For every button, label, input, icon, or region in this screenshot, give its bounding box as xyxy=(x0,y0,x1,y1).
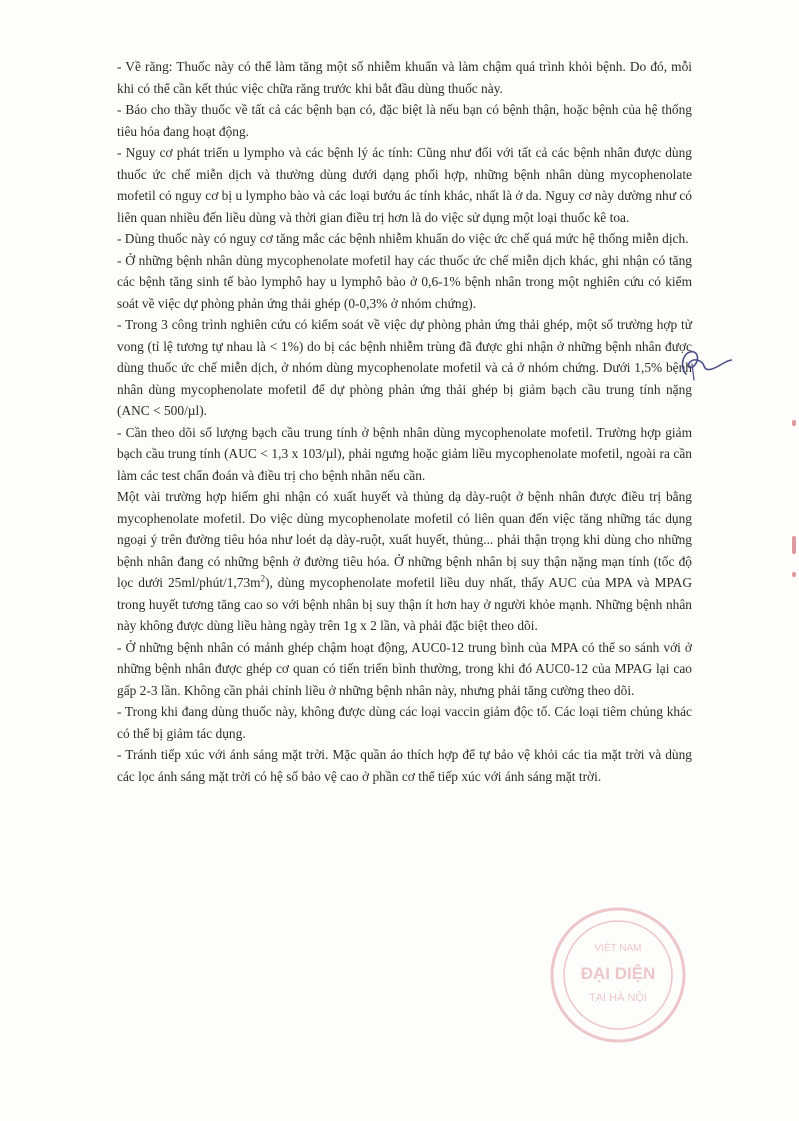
paragraph-lymphoproliferative: - Ở những bệnh nhân dùng mycophenolate mofetil hay các thuốc ức chế miễn dịch khác, ghi nhận có tăng các bệnh tăng sinh tế bào lymphô hay u lymphô bào ở 0,6-1% bệnh nhân trong một nghiên cứu có kiểm soát về việc dự phòng phản ứng thải ghép (0-0,3% ở nhóm chứng). xyxy=(117,252,692,311)
paragraph-inform-doctor: - Báo cho thầy thuốc về tất cả các bệnh bạn có, đặc biệt là nếu bạn có bệnh thận, hoặc bệnh của hệ thống tiêu hóa đang hoạt động. xyxy=(117,102,692,139)
edge-mark-1 xyxy=(792,420,796,426)
paragraph-clinical-trials: - Trong 3 công trình nghiên cứu có kiểm soát về việc dự phòng phản ứng thải ghép, một số trường hợp tử vong (tỉ lệ tương tự nhau là < 1%) do bị các bệnh nhiễm trùng đã được ghi nhận ở những bệnh nhân được dùng thuốc ức chế miễn dịch, ở nhóm dùng mycophenolate mofetil và cả ở nhóm chứng. Dưới 1,5% bệnh nhân dùng mycophenolate mofetil để dự phòng phản ứng thải ghép bị giảm bạch cầu trung tính nặng (ANC < 500/µl). xyxy=(117,317,692,418)
paragraph-vaccines: - Trong khi đang dùng thuốc này, không được dùng các loại vaccin giảm độc tố. Các loại tiêm chủng khác có thể bị giảm tác dụng. xyxy=(117,704,692,741)
stamp-line-1: VIỆT NAM xyxy=(594,943,642,954)
paragraph-gi-renal-part-1: Một vài trường hợp hiếm ghi nhận có xuất huyết và thủng dạ dày-ruột ở bệnh nhân được điều trị bằng mycophenolate mofetil. Do việc dùng mycophenolate mofetil có liên quan đến việc tăng những tác dụng ngoại ý trên đường tiêu hóa như loét dạ dày-ruột, xuất huyết, thủng... phải thận trọng khi dùng cho những bệnh nhân đang có những bệnh ở đường tiêu hóa. Ở những bệnh nhân bị suy thận nặng mạn tính (tốc độ lọc dưới 25ml/phút/1,73m xyxy=(117,489,692,590)
document-body xyxy=(117,56,692,787)
paragraph-gi-renal xyxy=(117,486,692,637)
stamp-line-2: ĐẠI DIỆN xyxy=(580,964,656,983)
paragraph-neutrophil-monitoring: - Cần theo dõi số lượng bạch cầu trung tính ở bệnh nhân dùng mycophenolate mofetil. Trường hợp giảm bạch cầu trung tính (AUC < 1,3 x 103/µl), phải ngưng hoặc giảm liều mycophenolate mofetil, ngoài ra cần làm các test chẩn đoán và điều trị cho bệnh nhân nếu cần. xyxy=(117,424,692,483)
superscript-squared: 2 xyxy=(260,573,266,584)
official-stamp xyxy=(538,905,698,1045)
handwritten-signature xyxy=(672,344,732,384)
paragraph-delayed-graft: - Ở những bệnh nhân có mảnh ghép chậm hoạt động, AUC0-12 trung bình của MPA có thể so sánh với ở những bệnh nhân được ghép cơ quan có tiến triển bình thường, trong khi đó AUC0-12 của MPAG lại cao gấp 2-3 lần. Không cần phải chỉnh liều ở những bệnh nhân này, nhưng phải tăng cường theo dõi. xyxy=(117,639,692,698)
paragraph-lymphoma-risk: - Nguy cơ phát triển u lympho và các bệnh lý ác tính: Cũng như đối với tất cả các bệnh nhân được dùng thuốc ức chế miễn dịch và thường dùng dưới dạng phối hợp, những bệnh nhân dùng mycophenolate mofetil có nguy cơ bị u lympho bào và các loại bướu ác tính khác, nhất là ở da. Nguy cơ này dường như có liên quan nhiều đến liều dùng và thời gian điều trị hơn là do việc sử dụng một loại thuốc kê toa. xyxy=(117,145,692,225)
edge-mark-2 xyxy=(792,536,796,554)
edge-mark-3 xyxy=(792,572,796,577)
paragraph-gi-renal-part-2: ), dùng mycophenolate mofetil liều duy nhất, thấy AUC của MPA và MPAG trong huyết tương tăng cao so với bệnh nhân bị suy thận ít hơn hay ở người khỏe mạnh. Những bệnh nhân này không được dùng liều hàng ngày trên 1g x 2 lần, và phải đặc biệt theo dõi. xyxy=(117,575,692,633)
paragraph-sunlight: - Tránh tiếp xúc với ánh sáng mặt trời. Mặc quần áo thích hợp để tự bảo vệ khỏi các tia mặt trời và dùng các lọc ánh sáng mặt trời có hệ số bảo vệ cao ở phần cơ thể tiếp xúc với ánh sáng mặt trời. xyxy=(117,747,692,784)
stamp-line-3: TẠI HÀ NỘI xyxy=(588,992,648,1004)
paragraph-infection-risk: - Dùng thuốc này có nguy cơ tăng mắc các bệnh nhiễm khuẩn do việc ức chế quá mức hệ thống miễn dịch. xyxy=(117,231,689,246)
paragraph-dental: - Về răng: Thuốc này có thể làm tăng một số nhiễm khuẩn và làm chậm quá trình khỏi bệnh. Do đó, mỗi khi có thể cần kết thúc việc chữa răng trước khi bắt đầu dùng thuốc này. xyxy=(117,59,692,96)
